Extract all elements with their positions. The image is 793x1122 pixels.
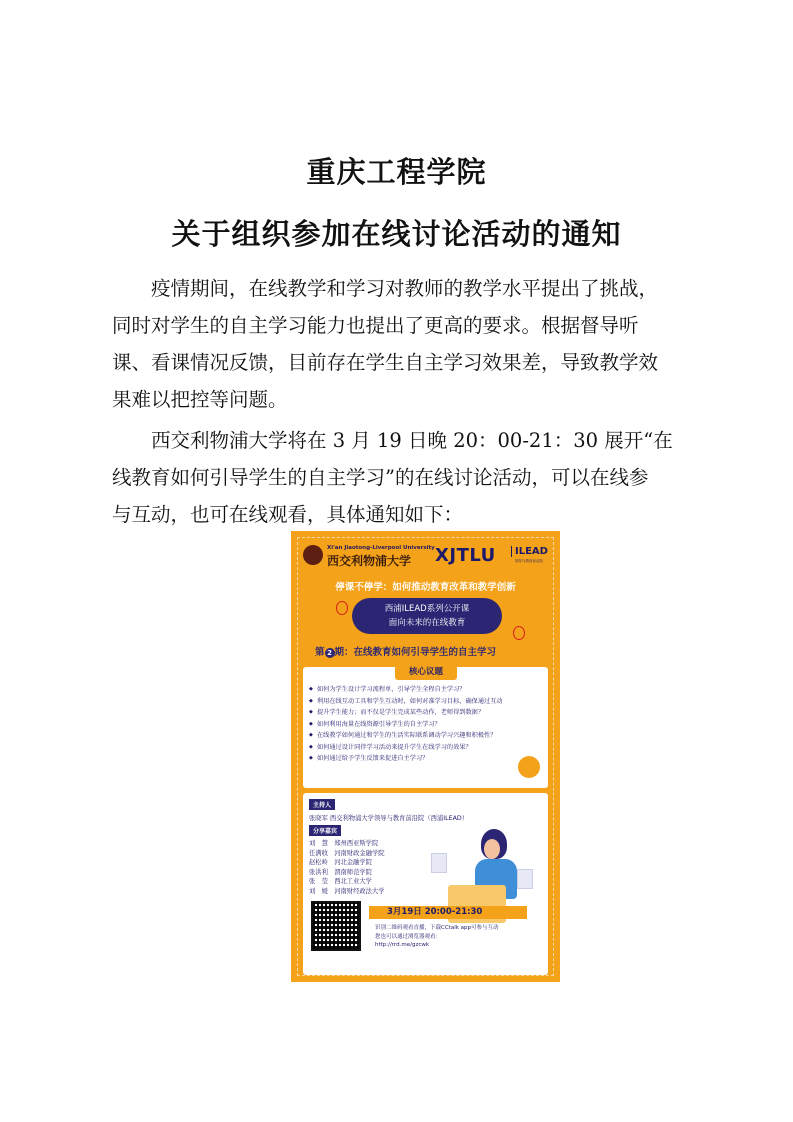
document-icon <box>431 853 447 873</box>
guest-item: 刘 媛 河南财经政法大学 <box>309 887 385 895</box>
document-icon <box>517 869 533 889</box>
university-name-en: Xi'an Jiaotong-Liverpool University <box>327 545 435 551</box>
period-prefix: 第 <box>315 647 325 658</box>
ilead-logo: ILEAD <box>511 546 548 557</box>
people-icon <box>518 756 540 778</box>
school-title: 重庆工程学院 <box>306 155 487 189</box>
period-text: 期：在线教育如何引导学生的自主学习 <box>334 647 497 658</box>
paragraph-1-line: 疫情期间，在线教学和学习对教师的教学水平提出了挑战， <box>151 277 659 300</box>
guest-item: 张洪利 渭南师范学院 <box>309 868 372 876</box>
hint-line: 您也可以通过浏览器观看： <box>375 933 442 940</box>
series-banner <box>352 598 502 634</box>
speakers-card <box>303 793 548 975</box>
topic-item: ◆ 利用在线互动工具和学生互动时，如何对准学习目标，确保通过互动 <box>309 696 539 708</box>
topics-list <box>309 684 539 765</box>
red-circle-decoration <box>336 601 348 615</box>
poster-header <box>303 543 548 569</box>
topic-item: ◆ 在线教学如何通过和学生的生活实际联系调动学习兴趣和积极性？ <box>309 730 539 742</box>
guest-item: 张 莹 西北工业大学 <box>309 878 372 886</box>
paragraph-1-line: 同时对学生的自主学习能力也提出了更高的要求。根据督导听 <box>112 314 639 337</box>
guest-item: 刘 慧 郑州西亚斯学院 <box>309 840 379 847</box>
event-poster <box>291 531 560 982</box>
guests-list <box>309 839 385 897</box>
hint-line: 识别二维码观看直播，下载CCtalk app可参与互动 <box>375 925 499 931</box>
paragraph-2-line: 与互动，也可在线观看，具体通知如下： <box>112 503 464 526</box>
poster-subtitle: 停课不停学：如何推动教育改革和教学创新 <box>335 582 516 593</box>
watch-instructions <box>375 924 499 950</box>
paragraph-1 <box>112 270 687 418</box>
banner-line-1: 西浦ILEAD系列公开课 <box>384 604 470 614</box>
core-topics-card <box>303 667 548 788</box>
guest-item: 任满收 河南财政金融学院 <box>309 849 385 857</box>
host-tag: 主持人 <box>309 799 335 810</box>
topic-item-continued: ◆ 提升学生能力；而不仅是学生完成某些动作，老师得到数据？ <box>309 707 539 719</box>
topic-item: ◆ 如何为学生设计学习流程单，引导学生全程自主学习？ <box>309 684 539 696</box>
topic-item: ◆ 如何通过设计同伴学习活动来提升学生在线学习的效果？ <box>309 742 539 754</box>
core-topics-heading: 核心议题 <box>395 665 457 680</box>
topic-item: ◆ 如何利用海量在线资源引导学生的自主学习？ <box>309 719 539 731</box>
host-name: 张晓军 西交利物浦大学领导与教育前沿院（西浦ILEAD） <box>309 815 469 822</box>
guest-item: 赵松岭 河北金融学院 <box>309 859 372 867</box>
topic-item: ◆ 如何通过给予学生反馈来促进自主学习？ <box>309 753 539 765</box>
guests-tag: 分享嘉宾 <box>309 825 341 836</box>
qr-code <box>311 901 361 951</box>
paragraph-2-line: 线教育如何引导学生的自主学习”的在线讨论活动，可以在线参 <box>112 466 649 489</box>
period-title <box>315 644 496 658</box>
notice-title: 关于组织参加在线讨论活动的通知 <box>171 217 622 251</box>
hint-line: http://rrd.me/gzcwk <box>375 942 430 948</box>
university-seal-icon <box>303 545 323 565</box>
xjtlu-logo: XJTLU <box>435 545 496 566</box>
person-illustration-face <box>484 839 500 859</box>
paragraph-1-line: 果难以把控等问题。 <box>112 388 288 411</box>
paragraph-2-line: 西交利物浦大学将在 3 月 19 日晚 20：00-21：30 展开“在 <box>151 429 673 452</box>
university-name-cn: 西交利物浦大学 <box>327 554 412 568</box>
event-time: 3月19日 20:00-21:30 <box>369 906 527 919</box>
banner-line-2: 面向未来的在线教育 <box>388 618 466 628</box>
ilead-subtitle: 领导与教育前沿院 <box>515 559 543 563</box>
paragraph-1-line: 课、看课情况反馈，目前存在学生自主学习效果差，导致教学效 <box>112 351 659 374</box>
red-circle-decoration <box>513 626 525 640</box>
paragraph-2 <box>112 422 687 533</box>
period-number-badge: 2 <box>325 648 335 658</box>
